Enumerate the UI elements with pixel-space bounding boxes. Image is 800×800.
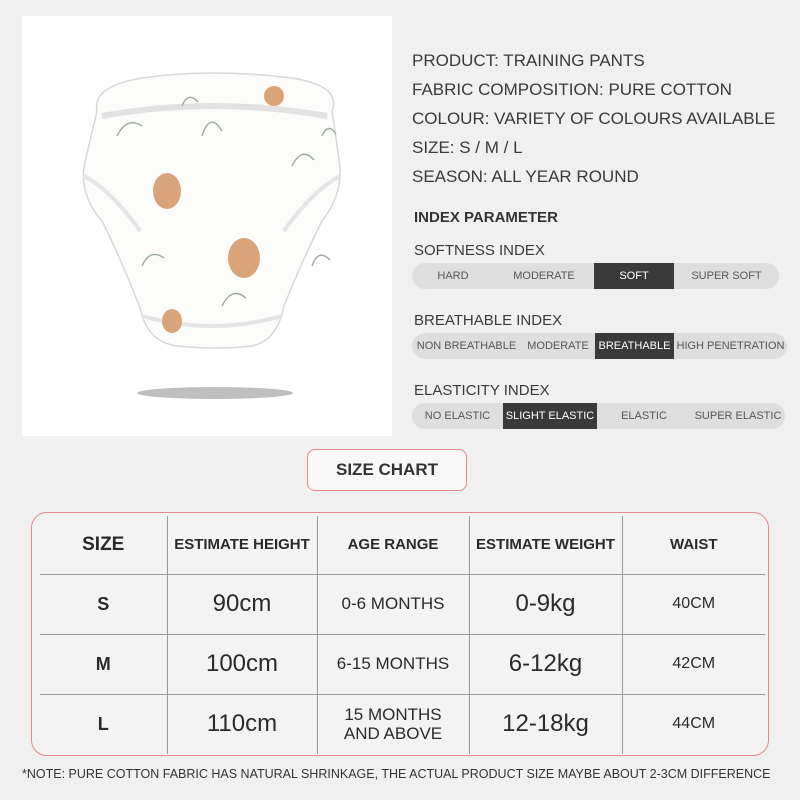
- cell-weight: 12-18kg: [469, 694, 622, 754]
- softness-index-label: SOFTNESS INDEX: [414, 242, 545, 259]
- spec-product: PRODUCT: TRAINING PANTS: [412, 51, 645, 70]
- cell-age: 15 MONTHS AND ABOVE: [317, 694, 469, 754]
- product-image: [22, 16, 392, 436]
- softness-index: [412, 242, 779, 289]
- cell-size: S: [40, 574, 167, 634]
- elasticity-index: [412, 382, 785, 429]
- size-chart-table-box: [31, 512, 769, 756]
- table-header-row: [40, 516, 765, 574]
- breathable-option-high-penetration: HIGH PENETRATION: [676, 340, 785, 352]
- table-row: [40, 694, 765, 754]
- header-waist: WAIST: [622, 516, 765, 574]
- elasticity-option-slight-elastic: SLIGHT ELASTIC: [503, 403, 597, 429]
- cell-height: 110cm: [167, 694, 317, 754]
- cell-size: M: [40, 634, 167, 694]
- size-chart-title: SIZE CHART: [307, 449, 467, 491]
- product-specs: [412, 46, 775, 191]
- cell-age: 0-6 MONTHS: [317, 574, 469, 634]
- softness-option-super-soft: SUPER SOFT: [691, 270, 762, 282]
- softness-option-hard: HARD: [437, 270, 469, 282]
- size-chart-table: [40, 516, 765, 754]
- elasticity-option-elastic: ELASTIC: [621, 410, 667, 422]
- cell-waist: 44CM: [622, 694, 765, 754]
- cell-weight: 6-12kg: [469, 634, 622, 694]
- cell-size: L: [40, 694, 167, 754]
- header-estimate-height: ESTIMATE HEIGHT: [167, 516, 317, 574]
- breathable-option-breathable: BREATHABLE: [595, 333, 674, 359]
- breathable-option-moderate: MODERATE: [527, 340, 589, 352]
- breathable-option-non-breathable: NON BREATHABLE: [416, 340, 517, 352]
- spec-season: SEASON: ALL YEAR ROUND: [412, 167, 639, 186]
- table-row: [40, 574, 765, 634]
- cell-weight: 0-9kg: [469, 574, 622, 634]
- spec-colour: COLOUR: VARIETY OF COLOURS AVAILABLE: [412, 109, 776, 128]
- elasticity-option-no-elastic: NO ELASTIC: [424, 410, 491, 422]
- softness-index-bar: [412, 263, 779, 289]
- breathable-index: [412, 312, 787, 359]
- elasticity-index-bar: [412, 403, 785, 429]
- index-parameter-title: INDEX PARAMETER: [414, 209, 558, 226]
- shrinkage-note: *NOTE: PURE COTTON FABRIC HAS NATURAL SHRINKAGE, THE ACTUAL PRODUCT SIZE MAYBE ABOUT 2-3CM DIFFERENCE: [22, 767, 771, 781]
- header-age-range: AGE RANGE: [317, 516, 469, 574]
- softness-option-soft: SOFT: [594, 263, 674, 289]
- cell-age: 6-15 MONTHS: [317, 634, 469, 694]
- elasticity-index-label: ELASTICITY INDEX: [414, 382, 550, 399]
- header-estimate-weight: ESTIMATE WEIGHT: [469, 516, 622, 574]
- spec-size: SIZE: S / M / L: [412, 138, 523, 157]
- cell-height: 100cm: [167, 634, 317, 694]
- spec-fabric: FABRIC COMPOSITION: PURE COTTON: [412, 80, 732, 99]
- table-row: [40, 634, 765, 694]
- softness-option-moderate: MODERATE: [513, 270, 575, 282]
- cell-waist: 40CM: [622, 574, 765, 634]
- elasticity-option-super-elastic: SUPER ELASTIC: [694, 410, 782, 422]
- header-size: SIZE: [82, 533, 125, 555]
- cell-waist: 42CM: [622, 634, 765, 694]
- cell-height: 90cm: [167, 574, 317, 634]
- breathable-index-bar: [412, 333, 787, 359]
- breathable-index-label: BREATHABLE INDEX: [414, 312, 563, 329]
